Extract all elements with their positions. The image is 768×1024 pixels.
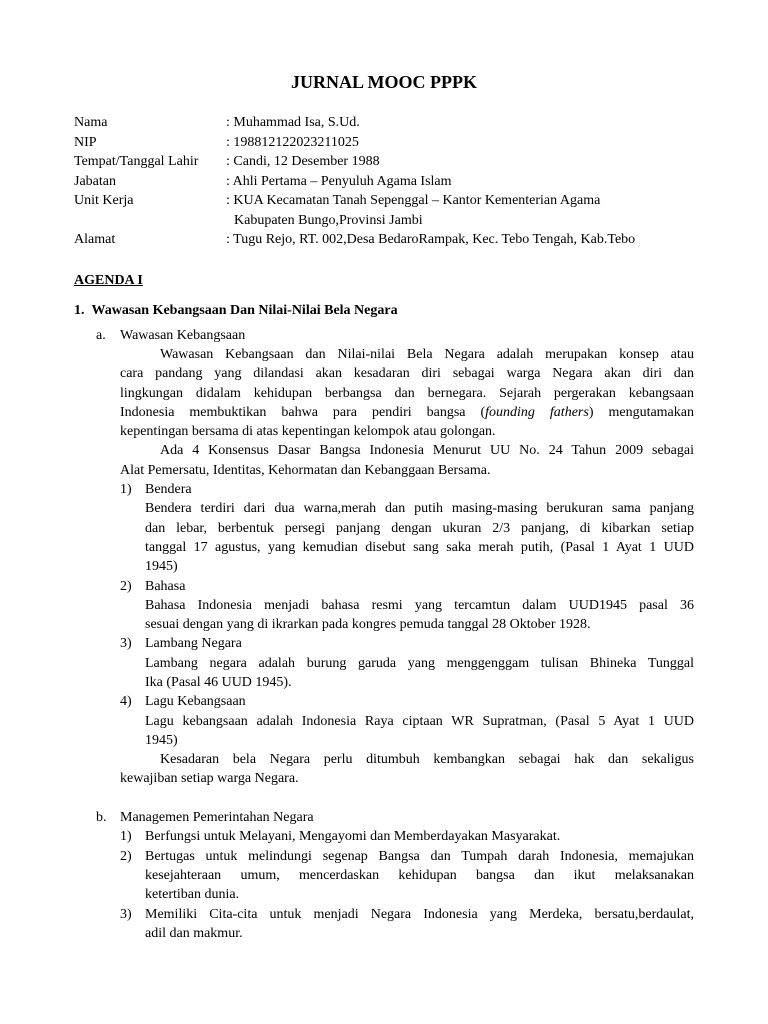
list-item-line: Lambang negara adalah burung garuda yang menggenggam tulisan Bhineka Tunggal: [145, 656, 694, 671]
list-item-line: Ika (Pasal 46 UUD 1945).: [145, 675, 292, 690]
paragraph-line: Ada 4 Konsensus Dasar Bangsa Indonesia Menurut UU No. 24 Tahun 2009 sebagai: [160, 443, 694, 458]
list-item-title: Bahasa: [145, 579, 186, 594]
value-unit-kerja-1: : KUA Kecamatan Tanah Sepenggal – Kantor Kementerian Agama: [226, 193, 601, 208]
paragraph-line: Wawasan Kebangsaan dan Nilai-nilai Bela Negara adalah merupakan konsep atau: [160, 347, 694, 362]
paragraph-line: lingkungan didalam kehidupan berbangsa dan bernegara. Sejarah pergerakan kebangsaan: [120, 386, 694, 401]
list-number: 2): [120, 849, 132, 864]
list-item-line: ketertiban dunia.: [145, 887, 240, 902]
list-number: 3): [120, 636, 132, 651]
list-item-title: Bendera: [145, 482, 192, 497]
list-number: 4): [120, 694, 132, 709]
value-unit-kerja-2: Kabupaten Bungo,Provinsi Jambi: [234, 213, 423, 228]
label-jabatan: Jabatan: [74, 174, 116, 189]
list-item-line: Lagu kebangsaan adalah Indonesia Raya ciptaan WR Supratman, (Pasal 5 Ayat 1 UUD: [145, 714, 694, 729]
paragraph-line: Alat Pemersatu, Identitas, Kehormatan dan Kebanggaan Bersama.: [120, 463, 491, 478]
list-number: 1): [120, 829, 132, 844]
section-1-heading: 1. Wawasan Kebangsaan Dan Nilai-Nilai Bela Negara: [74, 303, 398, 318]
paragraph-line: cara pandang yang dilandasi akan kesadaran diri sebagai warga Negara akan diri dan: [120, 366, 694, 381]
list-item-line: sesuai dengan yang di ikrarkan pada kongres pemuda tanggal 28 Oktober 1928.: [145, 617, 591, 632]
list-item-line: Bendera terdiri dari dua warna,merah dan putih masing-masing berukuran sama panjang: [145, 501, 694, 516]
label-nama: Nama: [74, 115, 108, 130]
label-nip: NIP: [74, 135, 97, 150]
label-unit-kerja: Unit Kerja: [74, 193, 134, 208]
list-item-line: 1945): [145, 559, 178, 574]
list-item-line: dan lebar, berbentuk persegi panjang dengan ukuran 2/3 panjang, di kibarkan setiap: [145, 521, 694, 536]
subsection-a-marker: a.: [96, 328, 106, 343]
document-title: JURNAL MOOC PPPK: [291, 72, 477, 92]
subsection-b-marker: b.: [96, 810, 107, 825]
paragraph-line: Indonesia membuktikan bahwa para pendiri bangsa (founding fathers) mengutamakan: [120, 405, 694, 420]
list-item-line: Memiliki Cita-cita untuk menjadi Negara Indonesia yang Merdeka, bersatu,berdaulat,: [145, 907, 694, 922]
agenda-heading: AGENDA I: [74, 273, 143, 288]
subsection-b-title: Managemen Pemerintahan Negara: [120, 810, 314, 825]
value-ttl: : Candi, 12 Desember 1988: [226, 154, 380, 169]
paragraph-line: kewajiban setiap warga Negara.: [120, 771, 299, 786]
value-nama: : Muhammad Isa, S.Ud.: [226, 115, 360, 130]
list-item-line: Bertugas untuk melindungi segenap Bangsa dan Tumpah darah Indonesia, memajukan: [145, 849, 694, 864]
list-item-title: Lambang Negara: [145, 636, 242, 651]
subsection-a-title: Wawasan Kebangsaan: [120, 328, 246, 343]
value-alamat: : Tugu Rejo, RT. 002,Desa BedaroRampak, Kec. Tebo Tengah, Kab.Tebo: [226, 232, 636, 247]
list-number: 1): [120, 482, 132, 497]
list-item-line: Bahasa Indonesia menjadi bahasa resmi yang tercamtun dalam UUD1945 pasal 36: [145, 598, 694, 613]
paragraph-line: kepentingan bersama di atas kepentingan kelompok atau golongan.: [120, 424, 496, 439]
emphasis-text: founding fathers: [485, 405, 589, 420]
value-nip: : 198812122023211025: [226, 135, 359, 150]
list-item-line: kesejahteraan umum, mencerdaskan kehidupan bangsa dan ikut melaksanakan: [145, 868, 694, 883]
label-ttl: Tempat/Tanggal Lahir: [74, 154, 199, 169]
list-item-line: adil dan makmur.: [145, 926, 243, 941]
list-item-line: 1945): [145, 733, 178, 748]
list-number: 3): [120, 907, 132, 922]
value-jabatan: : Ahli Pertama – Penyuluh Agama Islam: [226, 174, 452, 189]
list-item-line: tanggal 17 agustus, yang kemudian disebut sang saka merah putih, (Pasal 1 Ayat 1 UUD: [145, 540, 694, 555]
list-item-title: Lagu Kebangsaan: [145, 694, 246, 709]
label-alamat: Alamat: [74, 232, 116, 247]
list-number: 2): [120, 579, 132, 594]
list-item-line: Berfungsi untuk Melayani, Mengayomi dan Memberdayakan Masyarakat.: [145, 829, 561, 844]
paragraph-line: Kesadaran bela Negara perlu ditumbuh kembangkan sebagai hak dan sekaligus: [160, 752, 694, 767]
